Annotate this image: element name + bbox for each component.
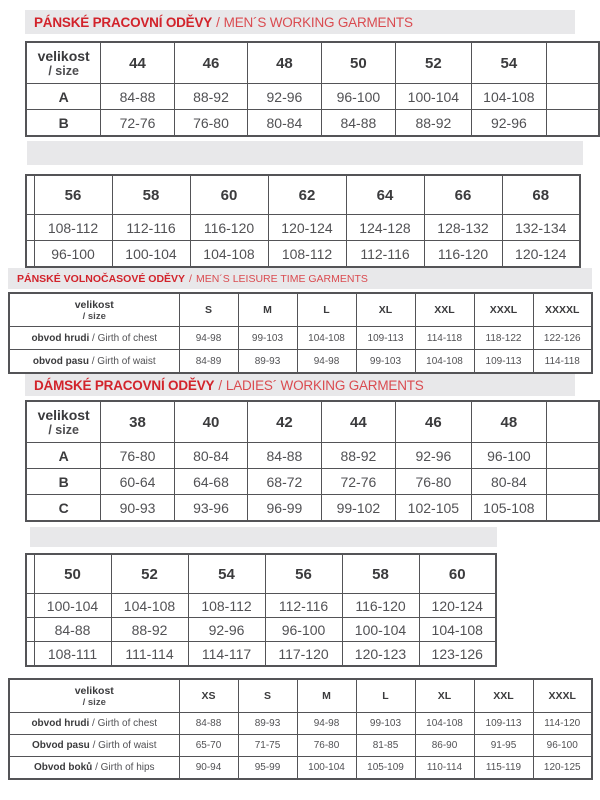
table-row — [9, 350, 592, 374]
table-row — [9, 327, 592, 350]
value-cell: 110-114 — [415, 757, 474, 780]
sliver-cell — [547, 469, 599, 495]
corner-line-cs: velikost — [37, 48, 90, 64]
column-header-cell: 42 — [248, 401, 321, 443]
table-row — [26, 594, 496, 618]
column-header-cell: 40 — [174, 401, 247, 443]
value-cell: 105-109 — [356, 757, 415, 780]
value-cell: 84-89 — [179, 350, 238, 374]
table-row — [26, 495, 599, 522]
value-cell: 80-84 — [471, 469, 547, 495]
row-label-cell — [9, 735, 179, 757]
value-cell: 120-124 — [419, 594, 496, 618]
size-corner-cell — [9, 679, 179, 713]
value-cell: 96-100 — [321, 84, 395, 110]
column-header-cell: XXXL — [474, 293, 533, 327]
column-header-cell: 56 — [265, 554, 342, 594]
value-cell: 120-123 — [342, 642, 419, 667]
value-cell: 100-104 — [34, 594, 111, 618]
value-cell: 104-108 — [190, 241, 268, 268]
value-cell: 124-128 — [346, 215, 424, 241]
value-cell: 86-90 — [415, 735, 474, 757]
column-header-cell: 58 — [342, 554, 419, 594]
corner-line-en: / size — [48, 423, 79, 437]
value-cell: 108-112 — [188, 594, 265, 618]
column-header-cell: 38 — [101, 401, 174, 443]
value-cell: 112-116 — [346, 241, 424, 268]
value-cell: 72-76 — [321, 469, 395, 495]
sliver-cell — [547, 401, 599, 443]
table-row — [9, 713, 592, 735]
column-header-cell: M — [238, 293, 297, 327]
column-header-cell: 58 — [112, 175, 190, 215]
size-corner-cell — [26, 42, 101, 84]
column-header-cell: 50 — [34, 554, 111, 594]
row-label-english: / Girth of chest — [89, 718, 158, 729]
row-label-czech: obvod hrudi — [31, 332, 90, 344]
value-cell: 84-88 — [321, 110, 395, 137]
mens-working-table-sizes-56-68 — [25, 174, 600, 268]
corner-line-cs: velikost — [74, 298, 114, 311]
value-cell: 132-134 — [502, 215, 580, 241]
value-cell: 88-92 — [174, 84, 247, 110]
value-cell: 102-105 — [396, 495, 472, 522]
mens-working-table-sizes-44-54 — [25, 41, 600, 137]
row-label-cell — [9, 327, 179, 350]
column-header-cell: 62 — [268, 175, 346, 215]
row-label-czech: Obvod boků — [33, 762, 93, 773]
value-cell: 80-84 — [174, 443, 247, 469]
title-divider: / — [218, 377, 222, 393]
value-cell: 109-113 — [474, 350, 533, 374]
row-label-english: / Girth of chest — [89, 332, 158, 344]
column-header-cell: 44 — [101, 42, 174, 84]
row-label-cell — [9, 757, 179, 780]
value-cell: 112-116 — [112, 215, 190, 241]
value-cell: 100-104 — [297, 757, 356, 780]
header-row — [26, 401, 599, 443]
table-row — [26, 642, 496, 667]
value-cell: 88-92 — [396, 110, 472, 137]
row-label-czech: obvod pasu — [32, 355, 89, 367]
column-header-cell: 44 — [321, 401, 395, 443]
corner-line-cs: velikost — [74, 684, 114, 697]
sliver-cell — [547, 495, 599, 522]
title-text-en: MEN´S WORKING GARMENTS — [223, 14, 413, 30]
value-cell: 116-120 — [342, 594, 419, 618]
column-header-cell: 52 — [396, 42, 472, 84]
value-cell: 116-120 — [424, 241, 502, 268]
value-cell: 111-114 — [111, 642, 188, 667]
value-cell: 93-96 — [174, 495, 247, 522]
value-cell: 118-122 — [474, 327, 533, 350]
value-cell: 84-88 — [179, 713, 238, 735]
value-cell: 117-120 — [265, 642, 342, 667]
header-row — [9, 679, 592, 713]
section-title-mens-working — [25, 10, 575, 34]
value-cell: 89-93 — [238, 350, 297, 374]
ladies-working-table-sizes-50-60 — [25, 553, 600, 667]
value-cell: 80-84 — [248, 110, 321, 137]
value-cell: 96-100 — [471, 443, 547, 469]
value-cell: 108-111 — [34, 642, 111, 667]
value-cell: 68-72 — [248, 469, 321, 495]
value-cell: 123-126 — [419, 642, 496, 667]
column-header-cell: XL — [415, 679, 474, 713]
value-cell: 64-68 — [174, 469, 247, 495]
value-cell: 115-119 — [474, 757, 533, 780]
value-cell: 114-118 — [533, 350, 592, 374]
value-cell: 99-103 — [356, 713, 415, 735]
value-cell: 109-113 — [356, 327, 415, 350]
value-cell: 88-92 — [321, 443, 395, 469]
header-row — [26, 554, 496, 594]
spacer-bar-2 — [30, 527, 497, 547]
table-row — [26, 618, 496, 642]
value-cell: 76-80 — [297, 735, 356, 757]
row-label-cell — [9, 350, 179, 374]
corner-line-en: / size — [82, 696, 106, 708]
value-cell: 71-75 — [238, 735, 297, 757]
row-label-cell: A — [26, 443, 101, 469]
value-cell: 94-98 — [297, 713, 356, 735]
value-cell: 104-108 — [419, 618, 496, 642]
column-header-cell: 56 — [34, 175, 112, 215]
corner-line-en: / size — [82, 310, 106, 322]
value-cell: 76-80 — [101, 443, 174, 469]
value-cell: 65-70 — [179, 735, 238, 757]
value-cell: 100-104 — [342, 618, 419, 642]
column-header-cell: 52 — [111, 554, 188, 594]
column-header-cell: L — [297, 293, 356, 327]
sliver-cell — [547, 110, 599, 137]
sliver-cell — [26, 215, 34, 241]
value-cell: 96-100 — [533, 735, 592, 757]
header-row — [26, 42, 599, 84]
value-cell: 96-99 — [248, 495, 321, 522]
title-text-cs: PÁNSKÉ PRACOVNÍ ODĚVY — [34, 14, 213, 30]
value-cell: 76-80 — [174, 110, 247, 137]
value-cell: 120-125 — [533, 757, 592, 780]
sliver-cell — [26, 554, 34, 594]
title-text-cs: PÁNSKÉ VOLNOČASOVÉ ODĚVY — [17, 272, 186, 285]
value-cell: 116-120 — [190, 215, 268, 241]
value-cell: 104-108 — [415, 713, 474, 735]
value-cell: 76-80 — [396, 469, 472, 495]
title-text-en: LADIES´ WORKING GARMENTS — [225, 377, 424, 393]
mens-leisure-table — [8, 292, 600, 374]
ladies-working-table-sizes-38-48 — [25, 400, 600, 522]
value-cell: 92-96 — [188, 618, 265, 642]
column-header-cell: S — [179, 293, 238, 327]
column-header-cell: 68 — [502, 175, 580, 215]
title-divider: / — [189, 272, 192, 285]
column-header-cell: M — [297, 679, 356, 713]
row-label-cell: C — [26, 495, 101, 522]
value-cell: 96-100 — [265, 618, 342, 642]
value-cell: 109-113 — [474, 713, 533, 735]
value-cell: 114-117 — [188, 642, 265, 667]
value-cell: 92-96 — [248, 84, 321, 110]
value-cell: 128-132 — [424, 215, 502, 241]
value-cell: 112-116 — [265, 594, 342, 618]
title-divider: / — [216, 14, 220, 30]
value-cell: 72-76 — [101, 110, 174, 137]
table-row — [26, 469, 599, 495]
sliver-cell — [26, 642, 34, 667]
value-cell: 108-112 — [268, 241, 346, 268]
value-cell: 94-98 — [179, 327, 238, 350]
size-corner-cell — [26, 401, 101, 443]
row-label-cell: B — [26, 110, 101, 137]
value-cell: 99-102 — [321, 495, 395, 522]
value-cell: 120-124 — [268, 215, 346, 241]
corner-line-cs: velikost — [37, 407, 90, 423]
table-row — [26, 110, 599, 137]
value-cell: 122-126 — [533, 327, 592, 350]
row-label-english: / Girth of waist — [88, 355, 156, 367]
column-header-cell: 60 — [190, 175, 268, 215]
table-row — [26, 241, 580, 268]
value-cell: 92-96 — [396, 443, 472, 469]
column-header-cell: 48 — [471, 401, 547, 443]
value-cell: 114-118 — [415, 327, 474, 350]
row-label-cell: A — [26, 84, 101, 110]
value-cell: 104-108 — [111, 594, 188, 618]
row-label-english: / Girth of waist — [89, 740, 157, 751]
value-cell: 105-108 — [471, 495, 547, 522]
column-header-cell: 46 — [396, 401, 472, 443]
column-header-cell: 60 — [419, 554, 496, 594]
value-cell: 99-103 — [238, 327, 297, 350]
corner-line-en: / size — [48, 64, 79, 78]
sliver-cell — [547, 42, 599, 84]
value-cell: 120-124 — [502, 241, 580, 268]
sliver-cell — [26, 618, 34, 642]
column-header-cell: XXL — [474, 679, 533, 713]
row-label-cell: B — [26, 469, 101, 495]
value-cell: 100-104 — [112, 241, 190, 268]
sliver-cell — [26, 594, 34, 618]
value-cell: 96-100 — [34, 241, 112, 268]
column-header-cell: 48 — [248, 42, 321, 84]
ladies-sizes-table — [8, 678, 600, 780]
value-cell: 81-85 — [356, 735, 415, 757]
column-header-cell: 64 — [346, 175, 424, 215]
table-row — [9, 757, 592, 780]
value-cell: 104-108 — [415, 350, 474, 374]
column-header-cell: 50 — [321, 42, 395, 84]
table-row — [26, 84, 599, 110]
value-cell: 94-98 — [297, 350, 356, 374]
value-cell: 84-88 — [101, 84, 174, 110]
section-title-ladies-working — [25, 374, 575, 396]
value-cell: 90-94 — [179, 757, 238, 780]
row-label-czech: obvod hrudi — [31, 718, 90, 729]
value-cell: 108-112 — [34, 215, 112, 241]
column-header-cell: 54 — [188, 554, 265, 594]
value-cell: 114-120 — [533, 713, 592, 735]
value-cell: 100-104 — [396, 84, 472, 110]
value-cell: 90-93 — [101, 495, 174, 522]
value-cell: 89-93 — [238, 713, 297, 735]
value-cell: 84-88 — [248, 443, 321, 469]
sliver-cell — [26, 241, 34, 268]
row-label-english: / Girth of hips — [92, 762, 155, 773]
size-corner-cell — [9, 293, 179, 327]
table-row — [26, 215, 580, 241]
value-cell: 99-103 — [356, 350, 415, 374]
value-cell: 88-92 — [111, 618, 188, 642]
row-label-cell — [9, 713, 179, 735]
value-cell: 104-108 — [471, 84, 547, 110]
column-header-cell: XXXXL — [533, 293, 592, 327]
sliver-cell — [547, 84, 599, 110]
table-row — [9, 735, 592, 757]
header-row — [26, 175, 580, 215]
title-text-cs: DÁMSKÉ PRACOVNÍ ODĚVY — [34, 377, 215, 393]
table-row — [26, 443, 599, 469]
title-text-en: MEN´S LEISURE TIME GARMENTS — [195, 272, 368, 285]
value-cell: 84-88 — [34, 618, 111, 642]
value-cell: 104-108 — [297, 327, 356, 350]
column-header-cell: XXXL — [533, 679, 592, 713]
column-header-cell: XXL — [415, 293, 474, 327]
column-header-cell: 46 — [174, 42, 247, 84]
sliver-cell — [26, 175, 34, 215]
column-header-cell: L — [356, 679, 415, 713]
value-cell: 95-99 — [238, 757, 297, 780]
spacer-bar-1 — [27, 141, 583, 165]
header-row — [9, 293, 592, 327]
column-header-cell: XL — [356, 293, 415, 327]
row-label-czech: Obvod pasu — [32, 740, 90, 751]
column-header-cell: XS — [179, 679, 238, 713]
column-header-cell: 66 — [424, 175, 502, 215]
value-cell: 91-95 — [474, 735, 533, 757]
column-header-cell: 54 — [471, 42, 547, 84]
sliver-cell — [547, 443, 599, 469]
section-title-mens-leisure — [8, 268, 592, 289]
value-cell: 60-64 — [101, 469, 174, 495]
value-cell: 92-96 — [471, 110, 547, 137]
column-header-cell: S — [238, 679, 297, 713]
